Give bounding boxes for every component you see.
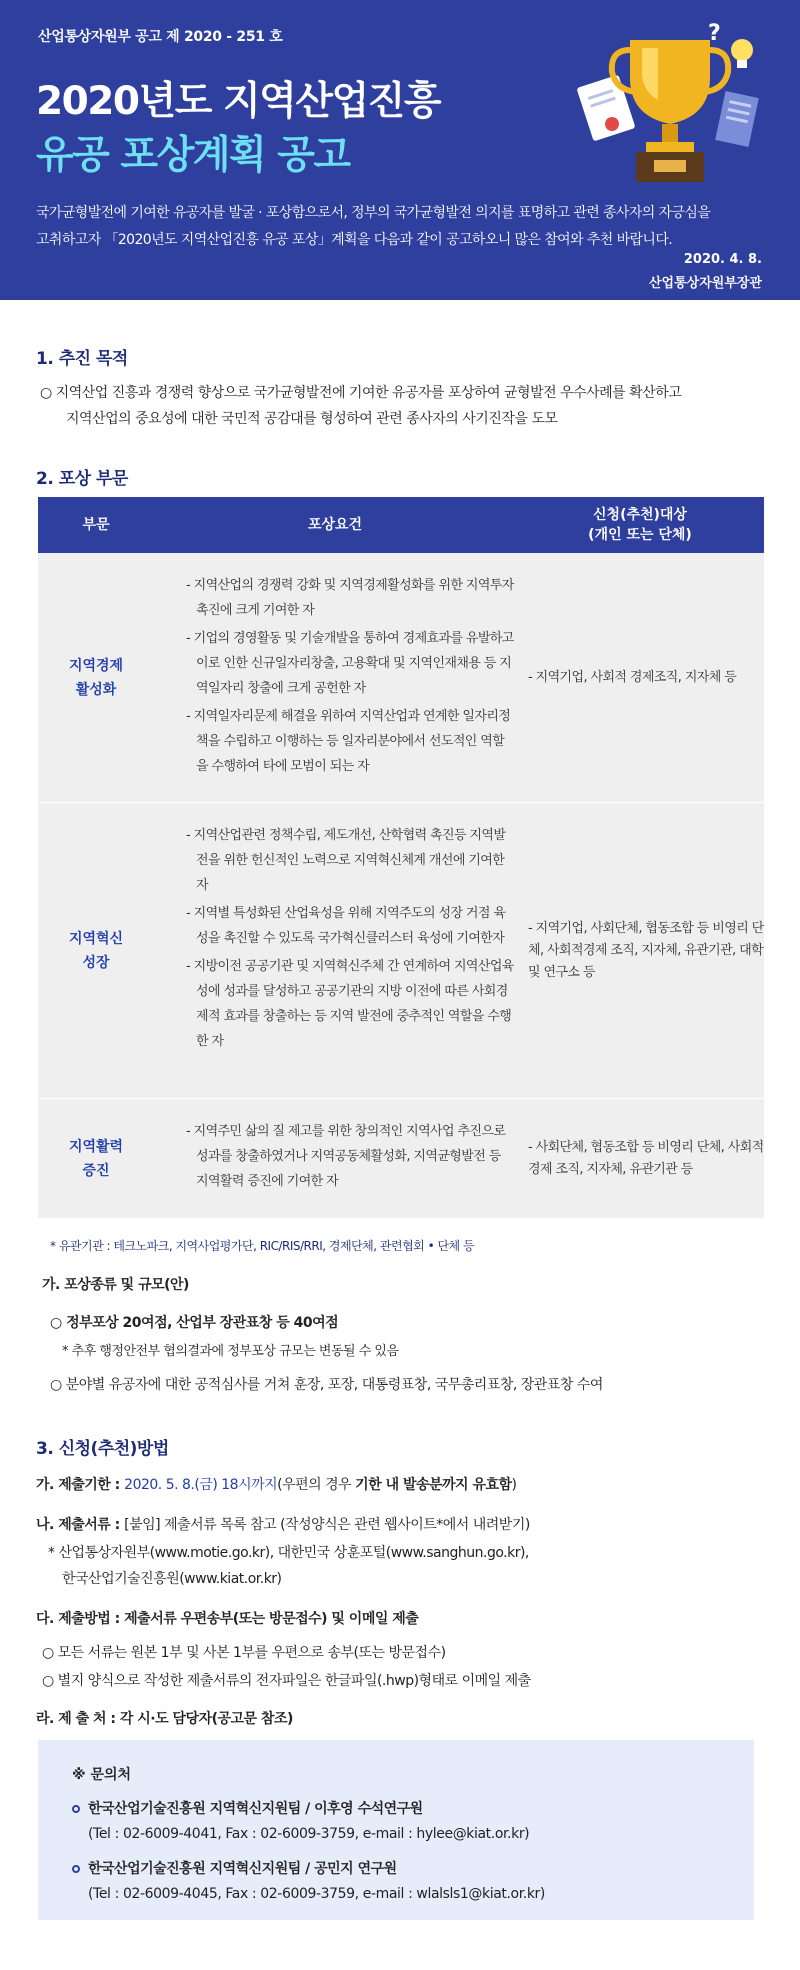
contact-org-1-text: 한국산업기술진흥원 지역혁신지원팀 / 이후영 수석연구원 [88, 1801, 423, 1817]
header-target: 신청(추천)대상 (개인 또는 단체) [588, 507, 692, 543]
trophy-illustration [570, 20, 770, 190]
deadline-rest: (우편의 경우 [277, 1477, 356, 1493]
intro-text [36, 200, 766, 254]
bullet-icon [72, 1805, 80, 1813]
deadline-label: 가. 제출기한 : [36, 1477, 125, 1493]
notice-date: 2020. 4. 8. [683, 252, 762, 267]
requirement-item: - 지역주민 삶의 질 제고를 위한 창의적인 지역사업 추진으로 성과를 창출하였거나 지역공동체활성화, 지역균형발전 등 지역활력 증진에 기여한 자 [186, 1124, 506, 1189]
row-requirements [154, 803, 516, 1098]
row-category: 지역활력 증진 [68, 1138, 124, 1179]
intro-line-1: 국가균형발전에 기여한 유공자를 발굴 · 포상함으로서, 정부의 국가균형발전 의지를 표명하고 관련 종사자의 자긍심을 [36, 205, 711, 221]
requirement-item: - 지방이전 공공기관 및 지역혁신주체 간 연계하여 지역산업육성에 성과를 달성하고 공공기관의 지방 이전에 따른 사회경제적 효과를 창출하는 등 지역 발전에 중추적인 역할을 수행한 자 [186, 959, 514, 1049]
row-category: 지역경제 활성화 [68, 657, 124, 698]
award-line-1: ○ 정부포상 20여점, 산업부 장관표창 등 40여점 [50, 1315, 339, 1331]
requirement-item: - 지역일자리문제 해결을 위하여 지역산업과 연계한 일자리정책을 수립하고 이행하는 등 일자리분야에서 선도적인 역할을 수행하여 타에 모범이 되는 자 [186, 709, 511, 774]
contact-title: ※ 문의처 [72, 1767, 132, 1783]
section1-line1: ○ 지역산업 진흥과 경쟁력 향상으로 국가균형발전에 기여한 유공자를 포상하여 균형발전 우수사례를 확산하고 [40, 385, 682, 401]
method-title: 다. 제출방법 : 제출서류 우편송부(또는 방문접수) 및 이메일 제출 [36, 1611, 419, 1627]
table-row [38, 553, 764, 803]
documents-sites-2: 한국산업기술진흥원(www.kiat.or.kr) [62, 1571, 282, 1587]
table-header [38, 497, 764, 553]
documents-text: [붙임] 제출서류 목록 참고 (작성양식은 관련 웹사이트*에서 내려받기) [124, 1517, 530, 1533]
bullet-icon [72, 1865, 80, 1873]
documents-sites-1: * 산업통상자원부(www.motie.go.kr), 대한민국 상훈포털(www.sanghun.go.kr), [48, 1545, 529, 1561]
deadline-bold: 기한 내 발송분까지 유효함 [355, 1477, 512, 1493]
row-target: - 지역기업, 사회단체, 협동조합 등 비영리 단체, 사회적경제 조직, 지자체, 유관기관, 대학 및 연구소 등 [528, 920, 764, 980]
requirement-item: - 지역산업관련 정책수립, 제도개선, 산학협력 촉진등 지역발전을 위한 헌신적인 노력으로 지역혁신체계 개선에 기여한 자 [186, 828, 506, 893]
section1-line2: 지역산업의 중요성에 대한 국민적 공감대를 형성하여 관련 종사자의 사기진작을 도모 [66, 411, 558, 427]
contact-box [38, 1740, 754, 1920]
method-line-2: ○ 별지 양식으로 작성한 제출서류의 전자파일은 한글파일(.hwp)형태로 이메일 제출 [42, 1673, 531, 1689]
row-category: 지역혁신 성장 [68, 930, 124, 971]
deadline-close: ) [511, 1477, 517, 1493]
award-line-2: ○ 분야별 유공자에 대한 공적심사를 거쳐 훈장, 포장, 대통령표창, 국무총리표창, 장관표창 수여 [50, 1377, 603, 1393]
section3-title: 3. 신청(추천)방법 [36, 1439, 169, 1459]
award-scale-title: 가. 포상종류 및 규모(안) [42, 1277, 189, 1293]
row-requirements [154, 1099, 516, 1218]
award-category-table [38, 497, 764, 1219]
award-note: * 추후 행정안전부 협의결과에 정부포상 규모는 변동될 수 있음 [62, 1344, 399, 1359]
contact-tel-2: (Tel : 02-6009-4045, Fax : 02-6009-3759, e-mail : wlalsls1@kiat.or.kr) [88, 1886, 545, 1902]
deadline-line [36, 1474, 517, 1494]
header-category: 부문 [82, 517, 110, 533]
certificate-icon [576, 75, 635, 142]
deadline-date: 2020. 5. 8.(금) 18시까지 [124, 1477, 278, 1493]
intro-line-2: 고취하고자 「2020년도 지역산업진흥 유공 포상」계획을 다음과 같이 공고하오니 많은 참여와 추천 바랍니다. [36, 232, 673, 248]
header-requirements: 포상요건 [307, 517, 363, 533]
requirement-item: - 지역산업의 경쟁력 강화 및 지역경제활성화를 위한 지역투자촉진에 크게 기여한 자 [186, 578, 514, 618]
lightbulb-icon [731, 39, 753, 68]
table-row [38, 1099, 764, 1219]
requirement-item: - 기업의 경영활동 및 기술개발을 통하여 경제효과를 유발하고 이로 인한 신규일자리창출, 고용확대 및 지역인재채용 등 지역일자리 창출에 크게 공헌한 자 [186, 631, 514, 696]
notice-number: 산업통상자원부 공고 제 2020 - 251 호 [38, 29, 283, 45]
header-banner [0, 0, 800, 300]
contact-org-2 [72, 1858, 397, 1878]
section2-title: 2. 포상 부문 [36, 469, 128, 489]
table-footnote: * 유관기관 : 테크노파크, 지역사업평가단, RIC/RIS/RRI, 경제단체, 관련협회 • 단체 등 [50, 1239, 475, 1253]
svg-text:?: ? [708, 21, 721, 46]
table-row [38, 803, 764, 1099]
contact-tel-1: (Tel : 02-6009-4041, Fax : 02-6009-3759, e-mail : hylee@kiat.or.kr) [88, 1826, 530, 1842]
contact-org-1 [72, 1798, 423, 1818]
section1-title: 1. 추진 목적 [36, 349, 128, 369]
destination-title: 라. 제 출 처 : 각 시·도 담당자(공고문 참조) [36, 1711, 293, 1727]
contact-org-2-text: 한국산업기술진흥원 지역혁신지원팀 / 공민지 연구원 [88, 1861, 397, 1877]
row-target: - 지역기업, 사회적 경제조직, 지자체 등 [528, 669, 737, 685]
documents-label: 나. 제출서류 : [36, 1517, 125, 1533]
row-requirements [154, 553, 516, 802]
method-line-1: ○ 모든 서류는 원본 1부 및 사본 1부를 우편으로 송부(또는 방문접수) [42, 1645, 446, 1661]
page-title-line1: 2020년도 지역산업진흥 [36, 79, 441, 124]
page-title-line2: 유공 포상계획 공고 [36, 133, 350, 178]
row-target: - 사회단체, 협동조합 등 비영리 단체, 사회적경제 조직, 지자체, 유관기관 등 [528, 1139, 764, 1177]
documents-line [36, 1514, 530, 1534]
chart-icon [715, 91, 759, 147]
issuer: 산업통상자원부장관 [648, 276, 762, 291]
requirement-item: - 지역별 특성화된 산업육성을 위해 지역주도의 성장 거점 육성을 촉진할 수 있도록 국가혁신클러스터 육성에 기여한자 [186, 906, 506, 946]
